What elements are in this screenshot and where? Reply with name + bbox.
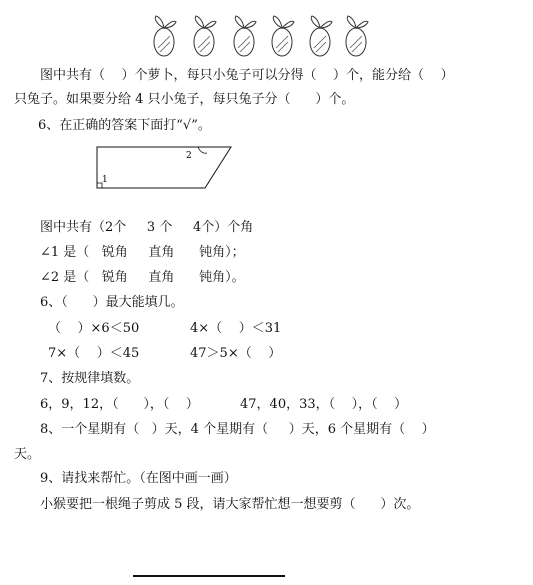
- angle-1-label: 1: [102, 175, 108, 185]
- question-8-line2: 天。: [14, 447, 41, 462]
- radish-icon: [194, 16, 216, 56]
- radish-icon: [154, 16, 176, 56]
- question-8-line1: 8、一个星期有（ ）天，4 个星期有（ ）天，6 个星期有（ ）: [40, 422, 435, 437]
- radish-icon: [310, 16, 332, 56]
- angle2-question: ∠2 是（ 锐角 直角 钝角）。: [40, 270, 245, 285]
- radish-icon: [272, 16, 294, 56]
- inequality-1: （ ）×6＜50: [48, 321, 140, 336]
- radish-row: [150, 14, 380, 60]
- trapezoid-figure: [94, 144, 234, 192]
- angle1-question: ∠1 是（ 锐角 直角 钝角）；: [40, 245, 245, 260]
- inequality-4: 47＞5×（ ）: [190, 346, 282, 361]
- sequence-2: 47，40，33，（ ），（ ）: [240, 397, 408, 412]
- angle-2-label: 2: [186, 151, 192, 161]
- question-radish-line2: 只兔子。如果要分给 4 只小兔子，每只兔子分（ ）个。: [14, 92, 355, 107]
- bottom-rule: [133, 575, 285, 577]
- angle-count-question: 图中共有（2个 3 个 4个）个角: [40, 220, 254, 235]
- inequality-3: 7×（ ）＜45: [48, 346, 140, 361]
- inequality-2: 4×（ ）＜31: [190, 321, 282, 336]
- radish-icon: [234, 16, 256, 56]
- sequence-1: 6，9，12，（ ），（ ）: [40, 397, 199, 412]
- question-radish-line1: 图中共有（ ）个萝卜，每只小兔子可以分得（ ）个，能分给（ ）: [40, 68, 454, 83]
- question-7-title: 7、按规律填数。: [40, 371, 140, 386]
- radish-icon: [346, 16, 368, 56]
- question-6-title: 6、在正确的答案下面打“√”。: [38, 118, 211, 133]
- question-6b-title: 6、（ ）最大能填几。: [40, 295, 184, 310]
- question-9-text: 小猴要把一根绳子剪成 5 段，请大家帮忙想一想要剪（ ）次。: [40, 497, 420, 512]
- question-9-title: 9、请找来帮忙。（在图中画一画）: [40, 471, 237, 486]
